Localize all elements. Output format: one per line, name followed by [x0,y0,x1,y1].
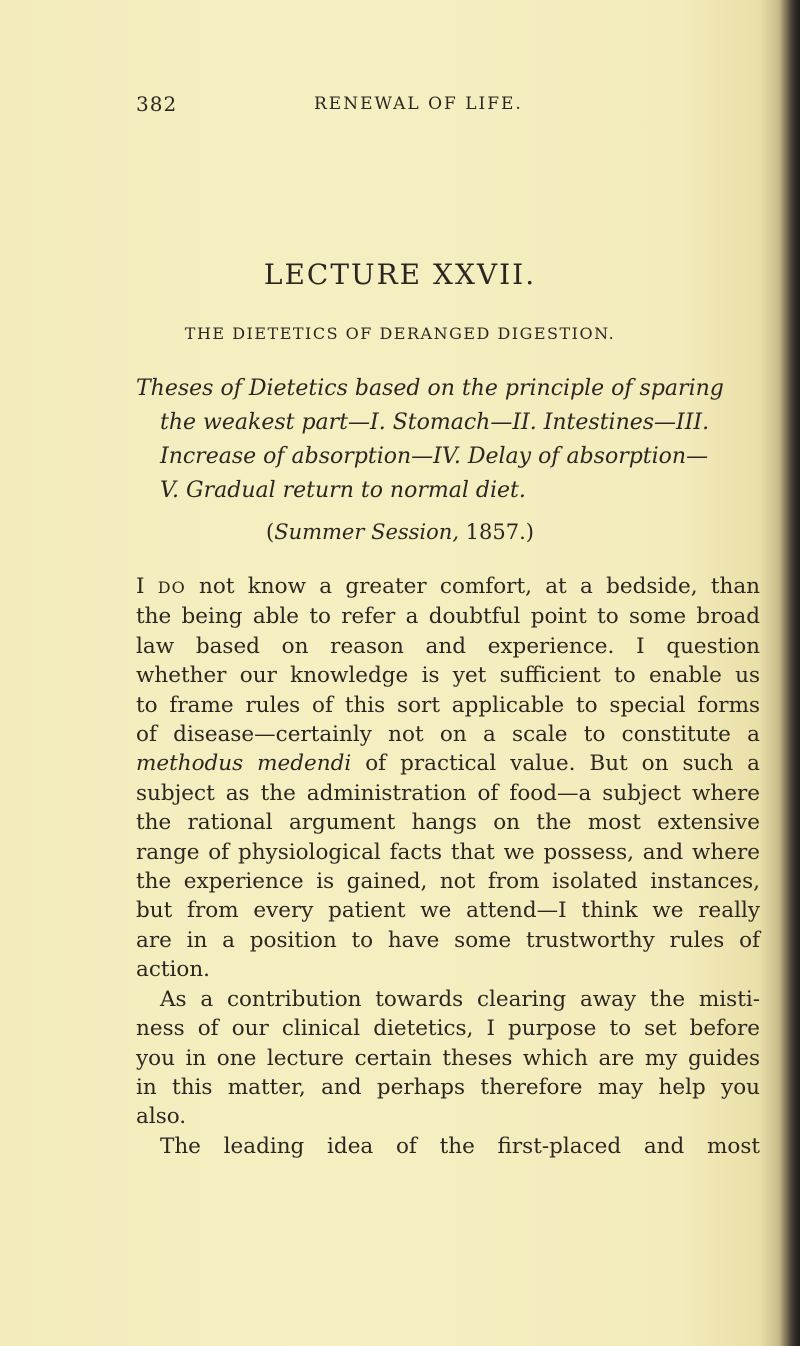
paragraph-line [136,749,760,778]
paragraph-line: are in a position to have some trustworthy rules of [136,927,760,953]
lecture-title: LECTURE XXVII. [263,258,537,291]
lecture-body [136,572,760,1161]
theses-summary [136,372,756,508]
paragraph-line: whether our knowledge is yet sufficient to enable us [136,663,760,689]
page-number: 382 [136,92,178,116]
lecture-subtitle: THE DIETETICS OF DERANGED DIGESTION. [184,324,616,343]
paragraph-line: The leading idea of the first-placed and most [160,1133,760,1159]
paragraph-line: you in one lecture certain theses which are my guides [136,1045,760,1071]
line-text: of practical value. But on such a [351,751,760,777]
drop-letter: I [136,574,158,599]
paragraph-line: ness of our clinical dietetics, I purpose to set before [136,1016,760,1042]
session-year: 1857.) [459,520,534,544]
page-edge-shadow [778,0,800,1346]
paragraph-line: to frame rules of this sort applicable to special forms [136,692,760,718]
session-note [0,520,800,544]
paragraph-line: As a contribution towards clearing away the misti- [160,986,760,1012]
session-name: Summer Session, [274,520,459,544]
theses-line: the weakest part—I. Stomach—II. Intestines—III. [160,410,710,435]
latin-phrase: methodus medendi [136,751,352,777]
running-head: RENEWAL OF LIFE. [314,94,523,114]
paragraph-line: action. [136,957,211,983]
theses-line: V. Gradual return to normal diet. [160,478,526,503]
paragraph-line: in this matter, and perhaps therefore may help you [136,1074,760,1100]
paragraph-line: the experience is gained, not from isolated instances, [136,869,760,895]
paragraph-line: the being able to refer a doubtful point to some broad [136,604,760,630]
paragraph-line: law based on reason and experience. I question [136,633,760,659]
session-open-paren: ( [265,520,275,544]
paragraph-line: also. [136,1104,187,1130]
page-header [136,92,756,122]
theses-line: Theses of Dietetics based on the principle of sparing [136,376,724,401]
paragraph-line: of disease—certainly not on a scale to constitute a [136,722,760,748]
small-caps-word: DO [157,578,186,597]
paragraph-line: subject as the administration of food—a subject where [136,780,760,806]
paragraph-line: but from every patient we attend—I think we really [136,898,760,924]
paragraph-line: range of physiological facts that we possess, and where [136,839,760,865]
theses-line: Increase of absorption—IV. Delay of absorption— [160,444,709,469]
paragraph-line [136,572,760,602]
paragraph-line: the rational argument hangs on the most extensive [136,810,760,836]
line-text: not know a greater comfort, at a bedside, than [185,574,761,599]
